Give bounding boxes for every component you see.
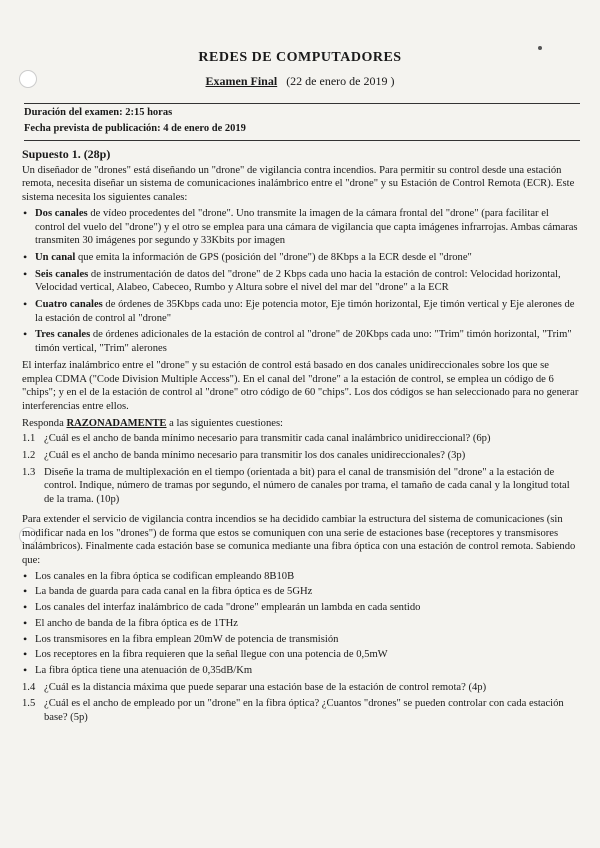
exam-date: (22 de enero de 2019 ): [286, 74, 395, 88]
list-item: • El ancho de banda de la fibra óptica es de 1THz: [22, 617, 580, 631]
exam-type: Examen Final: [205, 74, 278, 88]
question-1-3: 1.3 Diseñe la trama de multiplexación en el tiempo (orientada a bit) para el canal de transmisión del "drone" a la estación de control. Indique, número de tramas por segundo, el número de canales por trama, el tamaño de cada canal y la longitud total de la trama. (10p): [22, 466, 570, 506]
facts-list: [22, 570, 580, 678]
list-item: • Cuatro canales de órdenes de 35Kbps cada uno: Eje potencia motor, Eje timón horizontal, Eje timón vertical y Eje alerones de la estación de control al "drone": [22, 298, 580, 325]
intro-paragraph: Un diseñador de "drones" está diseñando un "drone" de vigilancia contra incendios. Para permitir su control desde una estación remota, necesita diseñar un sistema de comunicaciones inalámbrico entre el "drone" y su Estación de Control Remota (ECR). Este sistema necesita los siguientes canales:: [22, 164, 575, 204]
question-1-1: 1.1 ¿Cuál es el ancho de banda mínimo necesario para transmitir cada canal inalámbrico unidireccional? (6p): [22, 433, 491, 445]
exam-body: [22, 148, 580, 728]
question-1-2: 1.2 ¿Cuál es el ancho de banda mínimo necesario para transmitir los dos canales unidireccionales? (3p): [22, 450, 466, 462]
list-item: • Tres canales de órdenes adicionales de la estación de control al "drone" de 20Kbps cada uno: "Trim" timón horizontal, "Trim" timón vertical, "Trim" alerones: [22, 328, 580, 355]
header-rule: [24, 103, 580, 104]
meta-rule: [24, 140, 580, 141]
list-item: • Dos canales de vídeo procedentes del "drone". Uno transmite la imagen de la cámara frontal del "drone" (para facilitar el control del vuelo del "drone") y el otro se emplea para una cámara de vigilancia que capta imágenes infrarrojas. Ambas cámaras transmiten 30 imágenes por segundo y 33Kbits por imagen: [22, 207, 580, 248]
binder-hole-top: [19, 70, 37, 88]
exam-duration: Duración del examen: 2:15 horas: [24, 107, 173, 118]
respond-line: Responda RAZONADAMENTE a las siguientes cuestiones:: [22, 417, 284, 429]
list-item: • Los receptores en la fibra requieren que la señal llegue con una potencia de 0,5mW: [22, 648, 580, 662]
interface-paragraph: El interfaz inalámbrico entre el "drone" y su estación de control está basado en dos canales unidireccionales sobre los que se emplea CDMA ("Code Division Multiple Access"). En el canal del "drone" a la estación de control, se emplea un código de 6 "chips"; y en el de la estación de control al "drone" otro código de 60 "chips". Los dos códigos se han seleccionado para no generar interferencias entre ellos.: [22, 359, 579, 412]
question-1-5: 1.5 ¿Cuál es el ancho de empleado por un "drone" en la fibra óptica? ¿Cuantos "drones" se pueden controlar con cada estación base? (5p): [22, 698, 564, 724]
exam-title: REDES DE COMPUTADORES: [198, 50, 402, 65]
list-item: • La fibra óptica tiene una atenuación de 0,35dB/Km: [22, 664, 580, 678]
scan-speck: [538, 46, 542, 50]
question-1-4: 1.4 ¿Cuál es la distancia máxima que puede separar una estación base de la estación de control remota? (4p): [22, 681, 487, 693]
publication-date: Fecha prevista de publicación: 4 de enero de 2019: [24, 123, 246, 134]
list-item: • Los canales del interfaz inalámbrico de cada "drone" emplearán un lambda en cada sentido: [22, 601, 580, 615]
channel-list: [22, 207, 580, 356]
section-heading: Supuesto 1. (28p): [22, 147, 111, 161]
extension-paragraph: Para extender el servicio de vigilancia contra incendios se ha decidido cambiar la estructura del sistema de comunicaciones (sin modificar nada en los "drones") de forma que estos se comuniquen con una serie de estaciones base (receptores y transmisores inalámbricos). Finalmente cada estación base se comunica mediante una fibra óptica con una estación de control remota. Sabiendo que:: [22, 513, 576, 566]
list-item: • La banda de guarda para cada canal en la fibra óptica es de 5GHz: [22, 585, 580, 599]
list-item: • Los transmisores en la fibra emplean 20mW de potencia de transmisión: [22, 633, 580, 647]
list-item: • Un canal que emita la información de GPS (posición del "drone") de 8Kbps a la ECR desde el "drone": [22, 251, 580, 265]
list-item: • Seis canales de instrumentación de datos del "drone" de 2 Kbps cada uno hacia la estación de control: Velocidad horizontal, Velocidad vertical, Alabeo, Cabeceo, Rumbo y Altura sobre el nivel del mar del "drone" a la ECR: [22, 268, 580, 295]
list-item: • Los canales en la fibra óptica se codifican empleando 8B10B: [22, 570, 580, 584]
exam-subtitle: [0, 74, 600, 89]
